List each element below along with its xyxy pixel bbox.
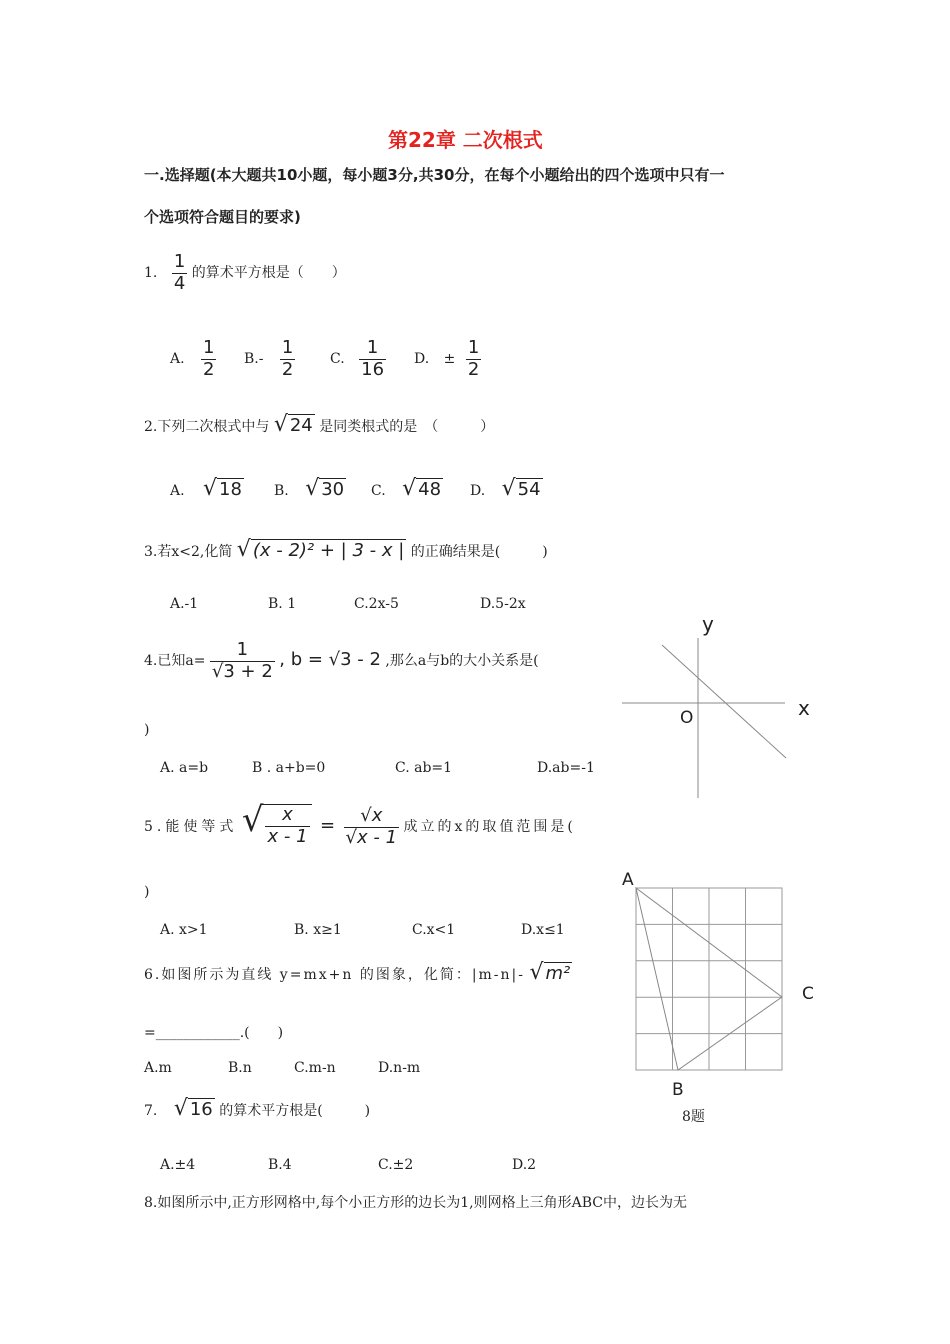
option-label: C. [330,351,345,368]
q6-option-c: C.m-n [294,1060,336,1076]
frac-num: 1 [467,337,480,358]
frac-den: 2 [281,358,294,380]
q5-lhs-num: x [282,803,293,825]
q5-rhs-fraction [344,806,400,848]
vertex-b-label: B [672,1080,684,1100]
q7-sqrt: √ 16 [173,1096,213,1121]
radicand: 54 [517,479,541,500]
q1-fraction [172,252,187,294]
q2-post-text: 是同类根式的是 （ ） [319,419,495,435]
q1-option-b [244,338,295,380]
origin-label: O [680,708,694,728]
q3-option-d: D.5-2x [480,596,526,612]
y-axis-label: y [702,612,714,636]
radicand: 48 [418,479,442,500]
q5-lhs-den: x - 1 [267,825,308,847]
q5-equals: = [319,815,336,836]
square-grid [636,888,782,1070]
section-heading-line1: 一.选择题(本大题共10小题，每小题3分,共30分，在每个小题给出的四个选项中只有一 [144,166,725,184]
page-title: 第22章 二次根式 [388,128,543,152]
q6-answer-blank: =____________.( ) [144,1025,284,1041]
q1-number: 1. [144,265,158,282]
q3-sqrt: √ (x - 2)² + | 3 - x | [236,537,405,562]
option-label: C. [371,483,386,499]
question-1 [144,252,346,294]
question-6 [144,960,572,985]
q5-lhs-sqrt: √ $\frac{x}{x - 1}$ [242,800,312,847]
q7-option-c: C.±2 [378,1157,414,1173]
q5-rhs-num: √x [360,804,383,826]
q1-text: 的算术平方根是（ ） [191,265,346,282]
q4-b-expression: , b = √3 - 2 [279,649,381,671]
option-label: D. [414,351,430,368]
option-label: B.- [244,351,264,368]
radicand: 30 [321,479,345,500]
q4-fraction [210,640,275,682]
q7-number: 7. [144,1103,158,1119]
q1-option-d [414,338,481,380]
q1-frac-den: 4 [173,272,186,294]
q2-option-c: C. √ 48 [371,476,442,501]
q5-option-b: B. x≥1 [294,922,342,938]
q4-post-text: ,那么a与b的大小关系是( [385,653,539,670]
grid-triangle-figure [630,880,790,1075]
question-4 [144,640,539,682]
q5-option-d: D.x≤1 [521,922,565,938]
q5-pre-text: 5.能使等式 [144,819,238,835]
q3-pre-text: 3.若x<2,化简 [144,544,233,560]
frac-num: 1 [203,337,215,358]
q5-post-text: 成立的x的取值范围是( [403,819,576,835]
q6-text: 6.如图所示为直线 y=mx+n 的图象，化简：|m-n|- [144,967,526,983]
q6-option-b: B.n [228,1060,252,1076]
q4-frac-num: 1 [236,639,249,660]
radicand: 18 [219,479,242,500]
q6-radicand: m² [545,963,571,984]
question-7 [144,1096,370,1121]
q5-cont-paren: ) [144,884,150,900]
q3-post-text: 的正确结果是( ) [410,544,548,560]
q3-option-b: B. 1 [268,596,297,612]
frac-num: 1 [281,337,294,358]
q7-radicand: 16 [189,1099,213,1120]
q1-frac-num: 1 [173,251,186,272]
frac-num: 1 [366,337,379,358]
q4-pre-text: 4.已知a= [144,653,206,670]
question-3 [144,537,548,562]
q7-post-text: 的算术平方根是( ) [219,1103,371,1119]
vertex-a-label: A [622,870,634,890]
q4-frac-den: √3 + 2 [211,660,273,682]
q6-option-a: A.m [144,1060,172,1076]
section-heading-line2: 个选项符合题目的要求) [144,208,301,226]
q1-option-c [330,338,386,380]
q5-rhs-den: √x - 1 [345,826,398,848]
option-label: A. [170,351,185,368]
q2-radicand: 24 [289,415,313,436]
q1-option-a [170,338,216,380]
option-label: A. [170,483,185,499]
vertex-c-label: C [802,984,814,1004]
q4-option-d: D.ab=-1 [537,760,595,776]
question-2 [144,412,494,437]
q5-option-a: A. x>1 [160,922,208,938]
x-axis-label: x [798,696,810,720]
q6-sqrt: √ m² [529,960,571,985]
q4-option-b: B . a+b=0 [252,760,326,776]
question-5 [144,800,576,848]
q3-expression: (x - 2)² + | 3 - x | [252,540,405,561]
q3-option-a: A.-1 [170,596,199,612]
q7-option-b: B.4 [268,1157,292,1173]
q7-option-d: D.2 [512,1157,537,1173]
figure-caption: 8题 [682,1109,705,1125]
graph-line [662,645,786,758]
q2-pre-text: 2.下列二次根式中与 [144,419,270,435]
q3-option-c: C.2x-5 [354,596,399,612]
option-label: B. [274,483,289,499]
q7-option-a: A.±4 [160,1157,196,1173]
q4-option-c: C. ab=1 [395,760,453,776]
q2-sqrt: √ 24 [273,412,313,437]
q2-option-b: B. √ 30 [274,476,345,501]
q4-cont-paren: ) [144,722,150,738]
q6-option-d: D.n-m [378,1060,421,1076]
plus-minus-sign: ± [443,351,456,368]
frac-den: 2 [467,358,480,380]
frac-den: 2 [203,358,215,380]
frac-den: 16 [361,358,385,380]
question-8: 8.如图所示中,正方形网格中,每个小正方形的边长为1,则网格上三角形ABC中，边长为无 [144,1195,687,1211]
option-label: D. [470,483,486,499]
q5-option-c: C.x<1 [412,922,456,938]
q2-option-d: D. √ 54 [470,476,541,501]
q2-option-a: A. √ 18 [170,476,242,501]
q4-option-a: A. a=b [160,760,209,776]
